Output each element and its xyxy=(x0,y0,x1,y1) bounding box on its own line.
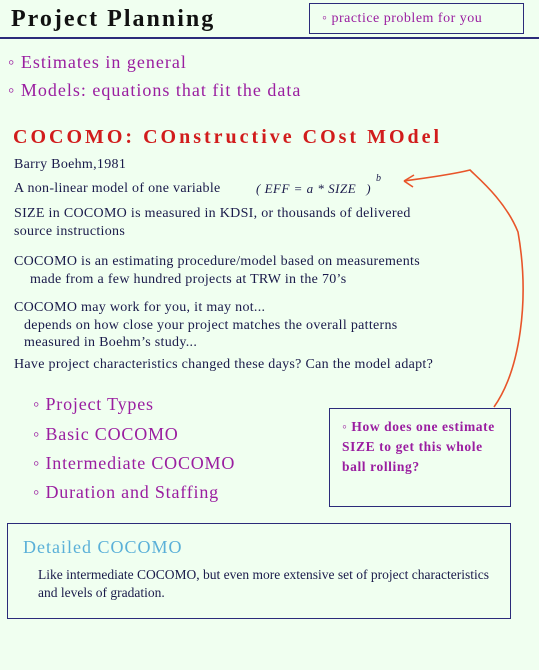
topic-item: ◦ Project Types xyxy=(33,394,154,414)
size-line: source instructions xyxy=(14,224,126,239)
bullet-icon: ◦ xyxy=(33,453,41,473)
detailed-cocomo-text: Like intermediate COCOMO, but even more extensive set of project characteristics and levels of gradation. xyxy=(38,567,489,600)
size-question: How does one estimate SIZE to get this whole ball rolling? xyxy=(342,419,495,474)
depends-line: depends on how close your project matches the overall patterns xyxy=(24,318,398,333)
page-title: Project Planning xyxy=(11,6,216,32)
author-line: Barry Boehm,1981 xyxy=(14,157,127,172)
cocomo-heading: COCOMO: COnstructive COst MOdel xyxy=(13,126,443,148)
bullet-icon: ◦ xyxy=(33,394,41,414)
question-line: Have project characteristics changed these days? Can the model adapt? xyxy=(14,357,434,372)
bullet-icon: ◦ xyxy=(33,424,41,444)
procedure-line: made from a few hundred projects at TRW in the 70’s xyxy=(30,272,347,287)
nonlinear-line: A non-linear model of one variable xyxy=(14,181,221,196)
equation-exponent: b xyxy=(376,173,381,184)
may-work-line: COCOMO may work for you, it may not... xyxy=(14,300,266,315)
intro-bullet: ◦ Models: equations that fit the data xyxy=(8,80,302,100)
topic-item: ◦ Intermediate COCOMO xyxy=(33,453,236,473)
equation-body: ( EFF = a * SIZE xyxy=(256,181,357,196)
bullet-icon: ◦ xyxy=(33,482,41,502)
bullet-icon: ◦ xyxy=(8,52,16,72)
detailed-cocomo-title: Detailed COCOMO xyxy=(23,537,183,557)
size-line: SIZE in COCOMO is measured in KDSI, or thousands of delivered xyxy=(14,206,411,221)
topic-item: ◦ Duration and Staffing xyxy=(33,482,219,502)
bullet-icon: ◦ xyxy=(8,80,16,100)
bullet-icon: ◦ xyxy=(342,419,348,434)
bullet-icon: ◦ xyxy=(322,11,328,26)
topic-item: ◦ Basic COCOMO xyxy=(33,424,179,444)
depends-line: measured in Boehm’s study... xyxy=(24,335,198,350)
procedure-line: COCOMO is an estimating procedure/model based on measurements xyxy=(14,254,420,269)
equation-close: ) xyxy=(366,181,372,196)
practice-note: practice problem for you xyxy=(331,11,483,26)
intro-bullet: ◦ Estimates in general xyxy=(8,52,187,72)
